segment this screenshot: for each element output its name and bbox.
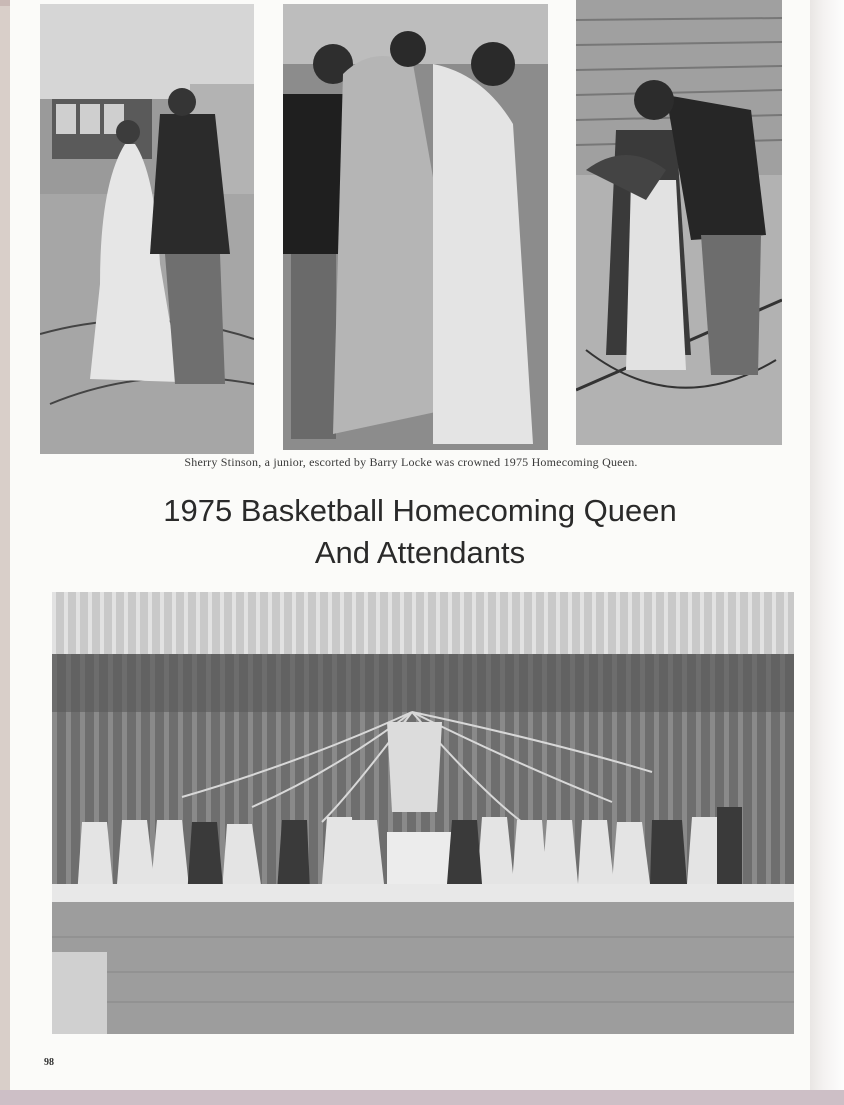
- photo-queen-with-escort: [576, 0, 782, 445]
- photo-caption: Sherry Stinson, a junior, escorted by Barry Locke was crowned 1975 Homecoming Queen.: [184, 455, 638, 469]
- page-edge: [810, 0, 844, 1105]
- photo-crowning-ceremony: [283, 4, 548, 450]
- page-title: [40, 490, 800, 574]
- photo-stage-attendants: [52, 592, 794, 1034]
- photo-escorted-couple: [40, 4, 254, 454]
- title-line-2: And Attendants: [314, 535, 526, 570]
- title-line-1: 1975 Basketball Homecoming Queen: [163, 493, 677, 528]
- page-bottom-strip: [0, 1090, 844, 1105]
- page-number: 98: [44, 1057, 54, 1068]
